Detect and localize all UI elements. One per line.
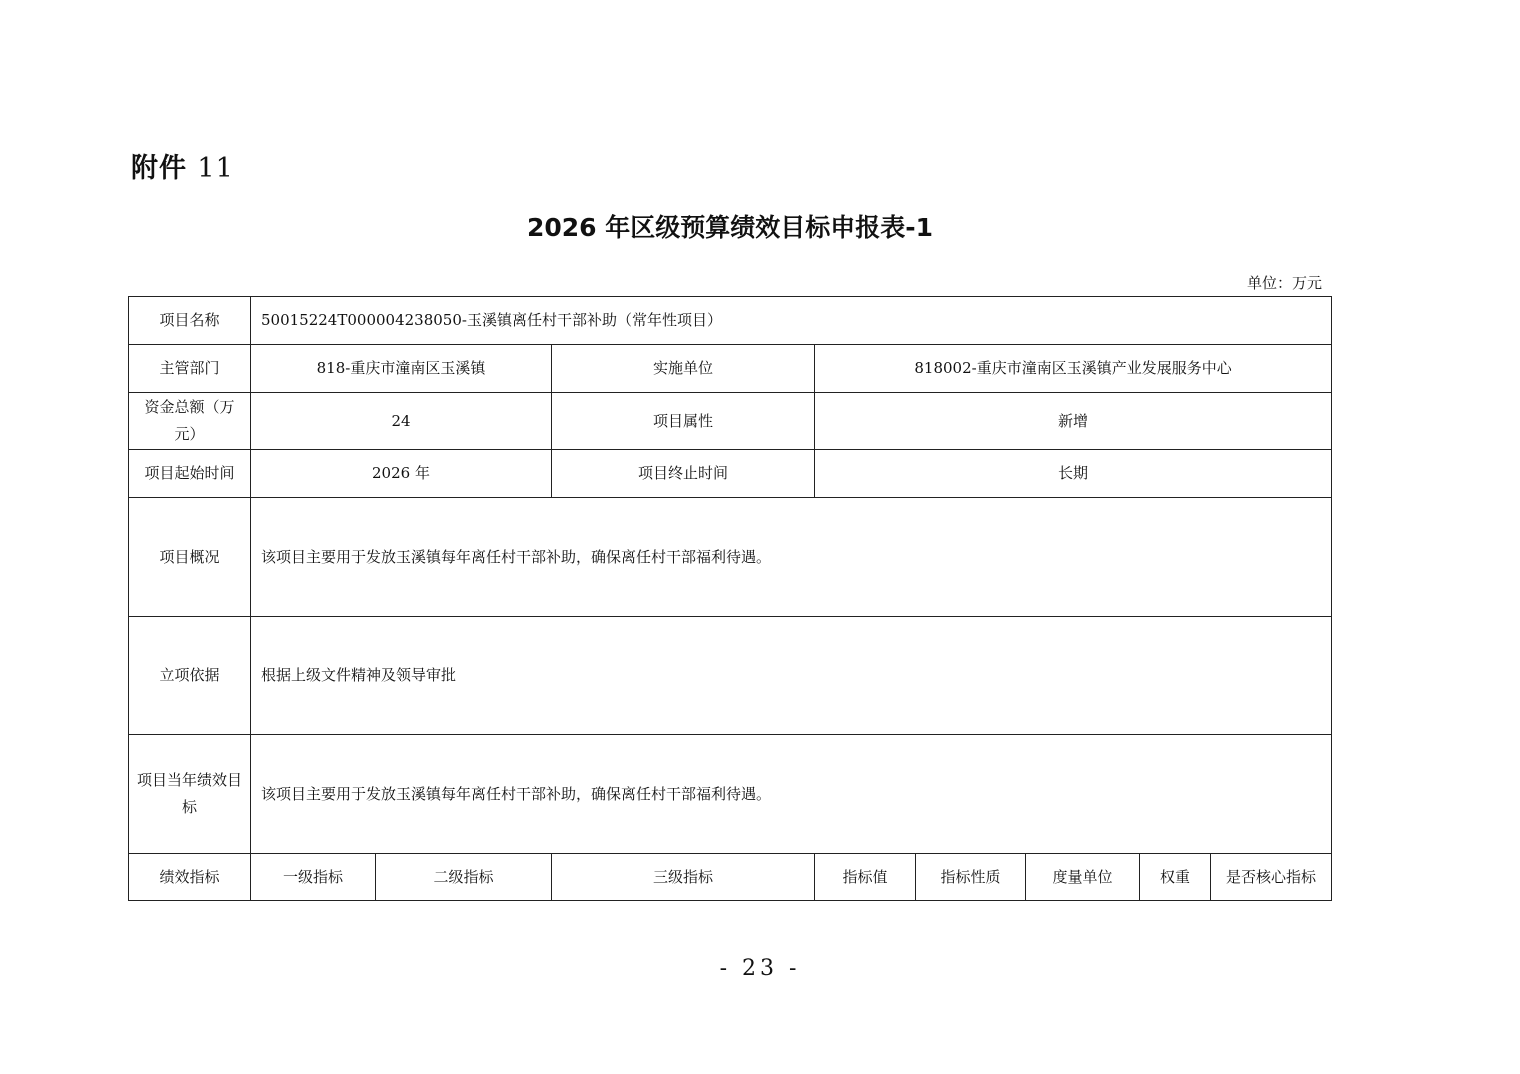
indicator-col-level3: 三级指标 — [552, 854, 815, 901]
indicator-col-level1: 一级指标 — [251, 854, 376, 901]
start-value: 2026 年 — [251, 450, 552, 498]
row-funds — [129, 393, 1332, 450]
indicator-col-level2: 二级指标 — [376, 854, 552, 901]
dept-label: 主管部门 — [129, 345, 251, 393]
indicator-col-value: 指标值 — [815, 854, 916, 901]
basis-value: 根据上级文件精神及领导审批 — [251, 617, 1332, 735]
row-basis — [129, 617, 1332, 735]
unit-label: 单位：万元 — [1246, 274, 1322, 292]
overview-value: 该项目主要用于发放玉溪镇每年离任村干部补助，确保离任村干部福利待遇。 — [251, 498, 1332, 617]
row-overview — [129, 498, 1332, 617]
dept-value: 818-重庆市潼南区玉溪镇 — [251, 345, 552, 393]
row-project-name — [129, 297, 1332, 345]
funds-value: 24 — [251, 393, 552, 450]
indicator-label: 绩效指标 — [129, 854, 251, 901]
page-title: 2026 年区级预算绩效目标申报表-1 — [526, 213, 934, 242]
end-value: 长期 — [815, 450, 1332, 498]
indicator-col-weight: 权重 — [1140, 854, 1211, 901]
row-indicator-header — [129, 854, 1332, 901]
goal-value: 该项目主要用于发放玉溪镇每年离任村干部补助，确保离任村干部福利待遇。 — [251, 735, 1332, 854]
overview-label: 项目概况 — [129, 498, 251, 617]
impl-value: 818002-重庆市潼南区玉溪镇产业发展服务中心 — [815, 345, 1332, 393]
attr-value: 新增 — [815, 393, 1332, 450]
end-label: 项目终止时间 — [552, 450, 815, 498]
indicator-col-nature: 指标性质 — [916, 854, 1026, 901]
indicator-col-core: 是否核心指标 — [1211, 854, 1332, 901]
basis-label: 立项依据 — [129, 617, 251, 735]
performance-target-form — [128, 296, 1332, 901]
project-name-value: 50015224T000004238050-玉溪镇离任村干部补助（常年性项目） — [251, 297, 1332, 345]
row-goal — [129, 735, 1332, 854]
attachment-label — [131, 146, 234, 185]
project-name-label: 项目名称 — [129, 297, 251, 345]
row-department — [129, 345, 1332, 393]
attachment-number: 11 — [197, 153, 234, 184]
goal-label: 项目当年绩效目标 — [129, 735, 251, 854]
attr-label: 项目属性 — [552, 393, 815, 450]
attachment-text: 附件 — [131, 153, 187, 184]
impl-label: 实施单位 — [552, 345, 815, 393]
start-label: 项目起始时间 — [129, 450, 251, 498]
page-number: - 23 - — [719, 956, 801, 981]
funds-label: 资金总额（万元） — [129, 393, 251, 450]
row-time — [129, 450, 1332, 498]
indicator-col-unit: 度量单位 — [1026, 854, 1140, 901]
